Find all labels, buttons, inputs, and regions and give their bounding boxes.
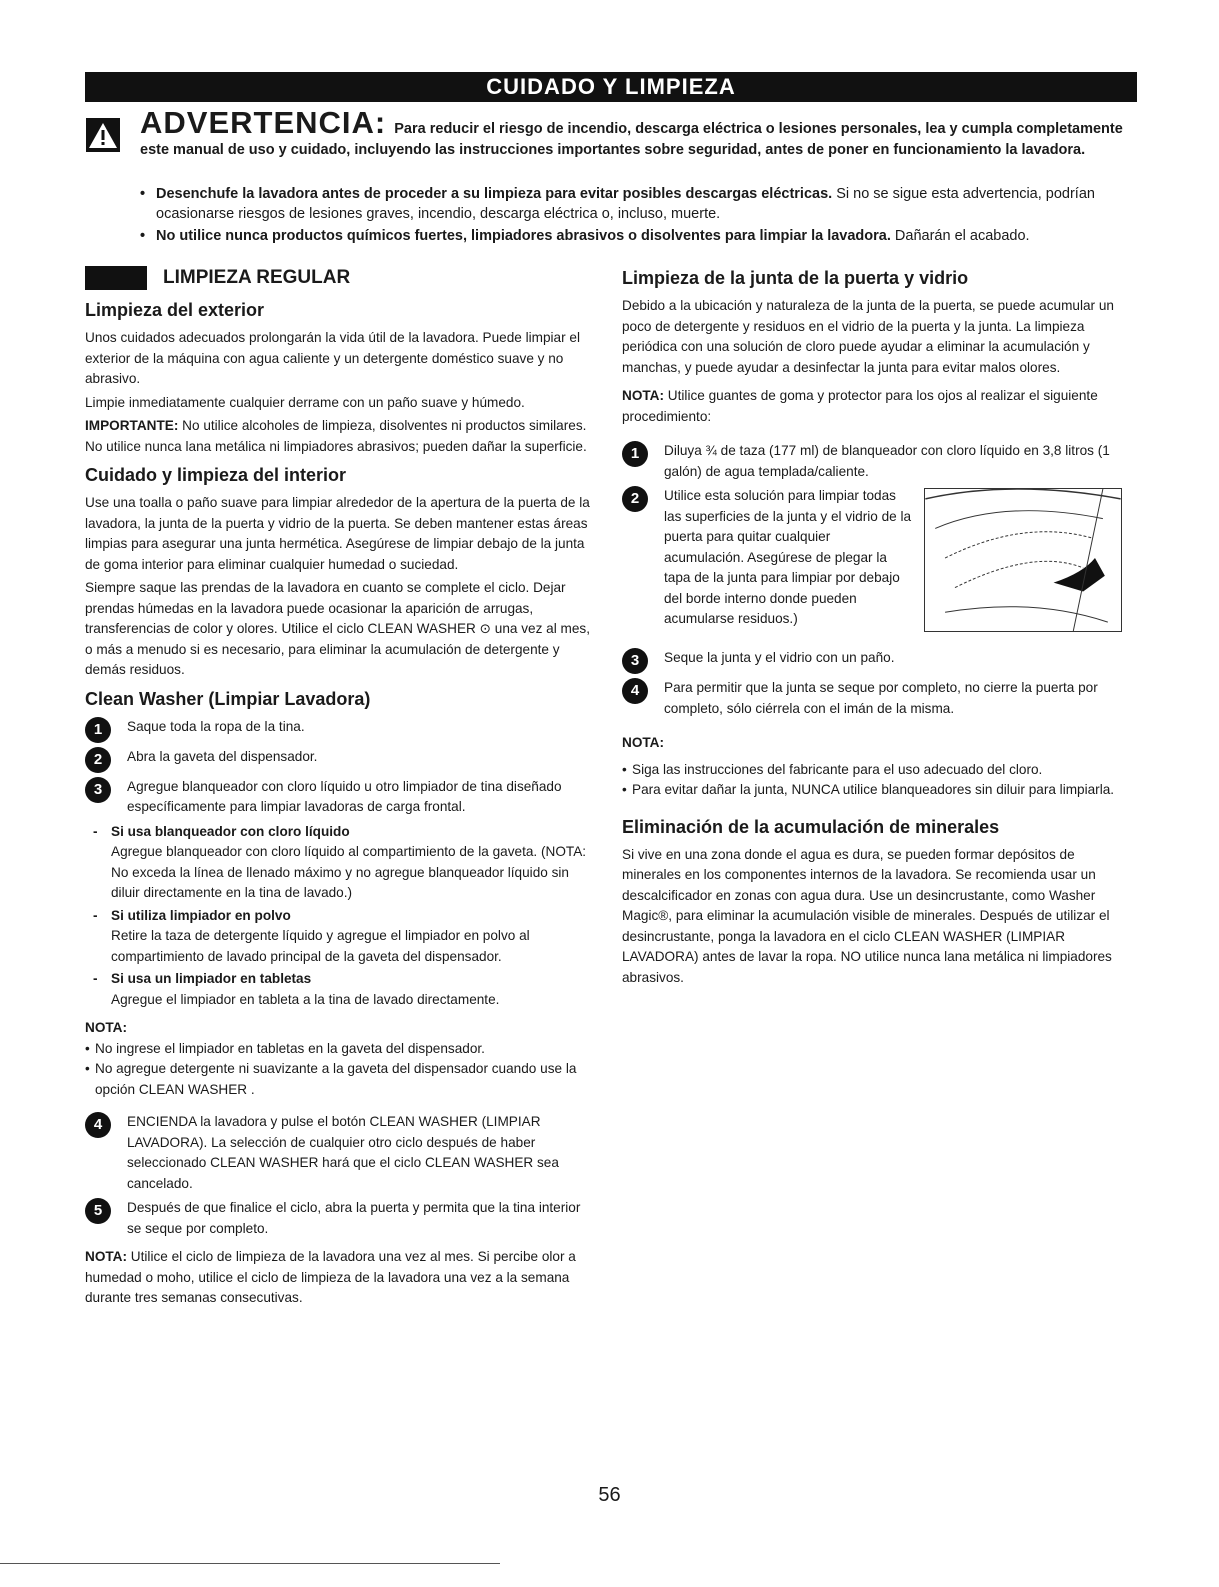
interior-p1: Use una toalla o paño suave para limpiar alrededor de la apertura de la puerta de la lavadora, la junta de la puerta y vidrio de la puerta. Se deben mantener estas áreas limpias para asegurar una junta hermética. Asegúrese de limpiar debajo de la junta de goma interior para eliminar cualquier humedad o suciedad. — [85, 495, 590, 572]
exterior-p2: Limpie inmediatamente cualquier derrame con un paño suave y húmedo. — [85, 394, 525, 410]
step-number: 5 — [85, 1198, 111, 1224]
sub-option: - Si utiliza limpiador en polvo Retire la taza de detergente líquido y agregue el limpiador en polvo al compartimiento de lavado principal de la gaveta del dispensador. — [89, 906, 590, 968]
minerals-p1: Si vive en una zona donde el agua es dura, se pueden formar depósitos de minerales en los componentes internos de la lavadora. Se recomienda usar un descalcificador en zonas con agua dura. Use un desincrustante, como Washer Magic®, para eliminar la acumulación visible de minerales. Después de utilizar el desincrustante, ponga la lavadora en el ciclo CLEAN WASHER (LIMPIAR LAVADORA) antes de lavar la ropa. NO utilice nunca lana metálica ni limpiadores abrasivos. — [622, 846, 1112, 985]
exterior-heading: Limpieza del exterior — [85, 300, 265, 320]
section-marker — [85, 266, 147, 290]
page-number: 56 — [598, 1484, 621, 1506]
left-column — [85, 266, 590, 1312]
warning-word: ADVERTENCIA: — [140, 105, 387, 140]
sub-option: - Si usa un limpiador en tabletas Agregue el limpiador en tableta a la tina de lavado directamente. — [89, 969, 590, 1010]
exterior-p3: IMPORTANTE: No utilice alcoholes de limpieza, disolventes ni productos similares. No utilice nunca lana metálica ni limpiadores abrasivos; pueden dañar la superficie. — [85, 418, 587, 454]
step: 4 Para permitir que la junta se seque por completo, no cierre la puerta por completo, sólo ciérrela con el imán de la misma. — [622, 678, 1122, 719]
step: 1 Diluya ¾ de taza (177 ml) de blanqueador con cloro líquido en 3,8 litros (1 galón) de agua templada/caliente. — [622, 441, 1122, 482]
interior-p2: Siempre saque las prendas de la lavadora en cuanto se complete el ciclo. Dejar prendas húmedas en la lavadora puede ocasionar la aparición de arrugas, transferencias de color y olores. Utilice el ciclo CLEAN WASHER ⊙ una vez al mes, o más a menudo si es necesario, para eliminar la acumulación de detergente y demás residuos. — [85, 580, 590, 677]
step-number: 2 — [622, 486, 648, 512]
right-column — [622, 266, 1122, 991]
step-number: 1 — [85, 717, 111, 743]
step: 4 ENCIENDA la lavadora y pulse el botón CLEAN WASHER (LIMPIAR LAVADORA). La selección de cualquier otro ciclo después de haber seleccionado CLEAN WASHER hará que el ciclo CLEAN WASHER sea cancelado. — [85, 1112, 590, 1194]
final-note: NOTA: Utilice el ciclo de limpieza de la lavadora una vez al mes. Si percibe olor a humedad o moho, utilice el ciclo de limpieza de la lavadora una vez a la semana durante tres semanas consecutivas. — [85, 1249, 576, 1305]
step-number: 1 — [622, 441, 648, 467]
step-number: 2 — [85, 747, 111, 773]
door-gasket-illustration — [924, 488, 1122, 632]
note-bullet: • Para evitar dañar la junta, NUNCA utilice blanqueadores sin diluir para limpiarla. — [622, 780, 1122, 801]
interior-heading: Cuidado y limpieza del interior — [85, 465, 347, 485]
warning-text: Para reducir el riesgo de incendio, descarga eléctrica o lesiones personales, lea y cumpla completamente este manual de uso y cuidado, incluyendo las instrucciones importantes sobre seguridad, antes de poner en funcionamiento la lavadora. — [140, 121, 1123, 158]
note-title: NOTA: — [622, 735, 665, 750]
step-number: 3 — [85, 777, 111, 803]
bottom-rule — [0, 1563, 500, 1564]
step-number: 4 — [622, 678, 648, 704]
gasket-p1: Debido a la ubicación y naturaleza de la junta de la puerta, se puede acumular un poco de detergente y residuos en el vidrio de la puerta y la junta. La limpieza periódica con una solución de cloro puede ayudar a eliminar la acumulación y manchas, y puede ayudar a desinfectar la junta para evitar malos olores. — [622, 298, 1114, 375]
sub-option: - Si usa blanqueador con cloro líquido Agregue blanqueador con cloro líquido al compartimiento de la gaveta. (NOTA: No exceda la línea de llenado máximo y no agregue blanqueador líquido sin diluir directamente en la tina de lavado.) — [89, 822, 590, 904]
note-title: NOTA: — [85, 1020, 128, 1035]
step: 3 Seque la junta y el vidrio con un paño. — [622, 648, 1122, 674]
warning-triangle-icon — [86, 118, 120, 152]
note-bullet: • No ingrese el limpiador en tabletas en la gaveta del dispensador. — [85, 1039, 590, 1060]
minerals-heading: Eliminación de la acumulación de minerales — [622, 816, 1000, 837]
page-title-bar: CUIDADO Y LIMPIEZA — [85, 72, 1137, 102]
gasket-heading: Limpieza de la junta de la puerta y vidrio — [622, 268, 969, 288]
gasket-note: NOTA: Utilice guantes de goma y protector para los ojos al realizar el siguiente procedimiento: — [622, 388, 1098, 424]
warning-bullets — [130, 184, 1120, 248]
step-number: 3 — [622, 648, 648, 674]
exterior-p1: Unos cuidados adecuados prolongarán la vida útil de la lavadora. Puede limpiar el exterior de la máquina con agua caliente y un detergente doméstico suave y no abrasivo. — [85, 330, 580, 386]
step: 2 Abra la gaveta del dispensador. — [85, 747, 590, 773]
step: 5 Después de que finalice el ciclo, abra la puerta y permita que la tina interior se seque por completo. — [85, 1198, 590, 1239]
step: 3 Agregue blanqueador con cloro líquido u otro limpiador de tina diseñado específicamente para limpiar lavadoras de carga frontal. — [85, 777, 590, 818]
step-number: 4 — [85, 1112, 111, 1138]
note-bullet: • Siga las instrucciones del fabricante para el uso adecuado del cloro. — [622, 760, 1122, 781]
warning-bullet: • No utilice nunca productos químicos fuertes, limpiadores abrasivos o disolventes para limpiar la lavadora. Dañarán el acabado. — [130, 226, 1120, 246]
warning-bullet: • Desenchufe la lavadora antes de proceder a su limpieza para evitar posibles descargas eléctricas. Si no se sigue esta advertencia, podrían ocasionarse riesgos de lesiones graves, incendio, descarga eléctrica o, incluso, muerte. — [130, 184, 1120, 224]
step: 2 Utilice esta solución para limpiar todas las superficies de la junta y el vidrio de la puerta para quitar cualquier acumulación. Asegúrese de plegar la tapa de la junta para limpiar por debajo del borde interno donde pueden acumularse residuos.) — [622, 486, 912, 630]
clean-washer-heading: Clean Washer (Limpiar Lavadora) — [85, 688, 371, 709]
section-title: LIMPIEZA REGULAR — [163, 266, 351, 288]
step: 1 Saque toda la ropa de la tina. — [85, 717, 590, 743]
warning-block — [140, 105, 1130, 161]
section-header — [85, 266, 590, 290]
note-bullet: • No agregue detergente ni suavizante a la gaveta del dispensador cuando use la opción CLEAN WASHER . — [85, 1059, 590, 1100]
